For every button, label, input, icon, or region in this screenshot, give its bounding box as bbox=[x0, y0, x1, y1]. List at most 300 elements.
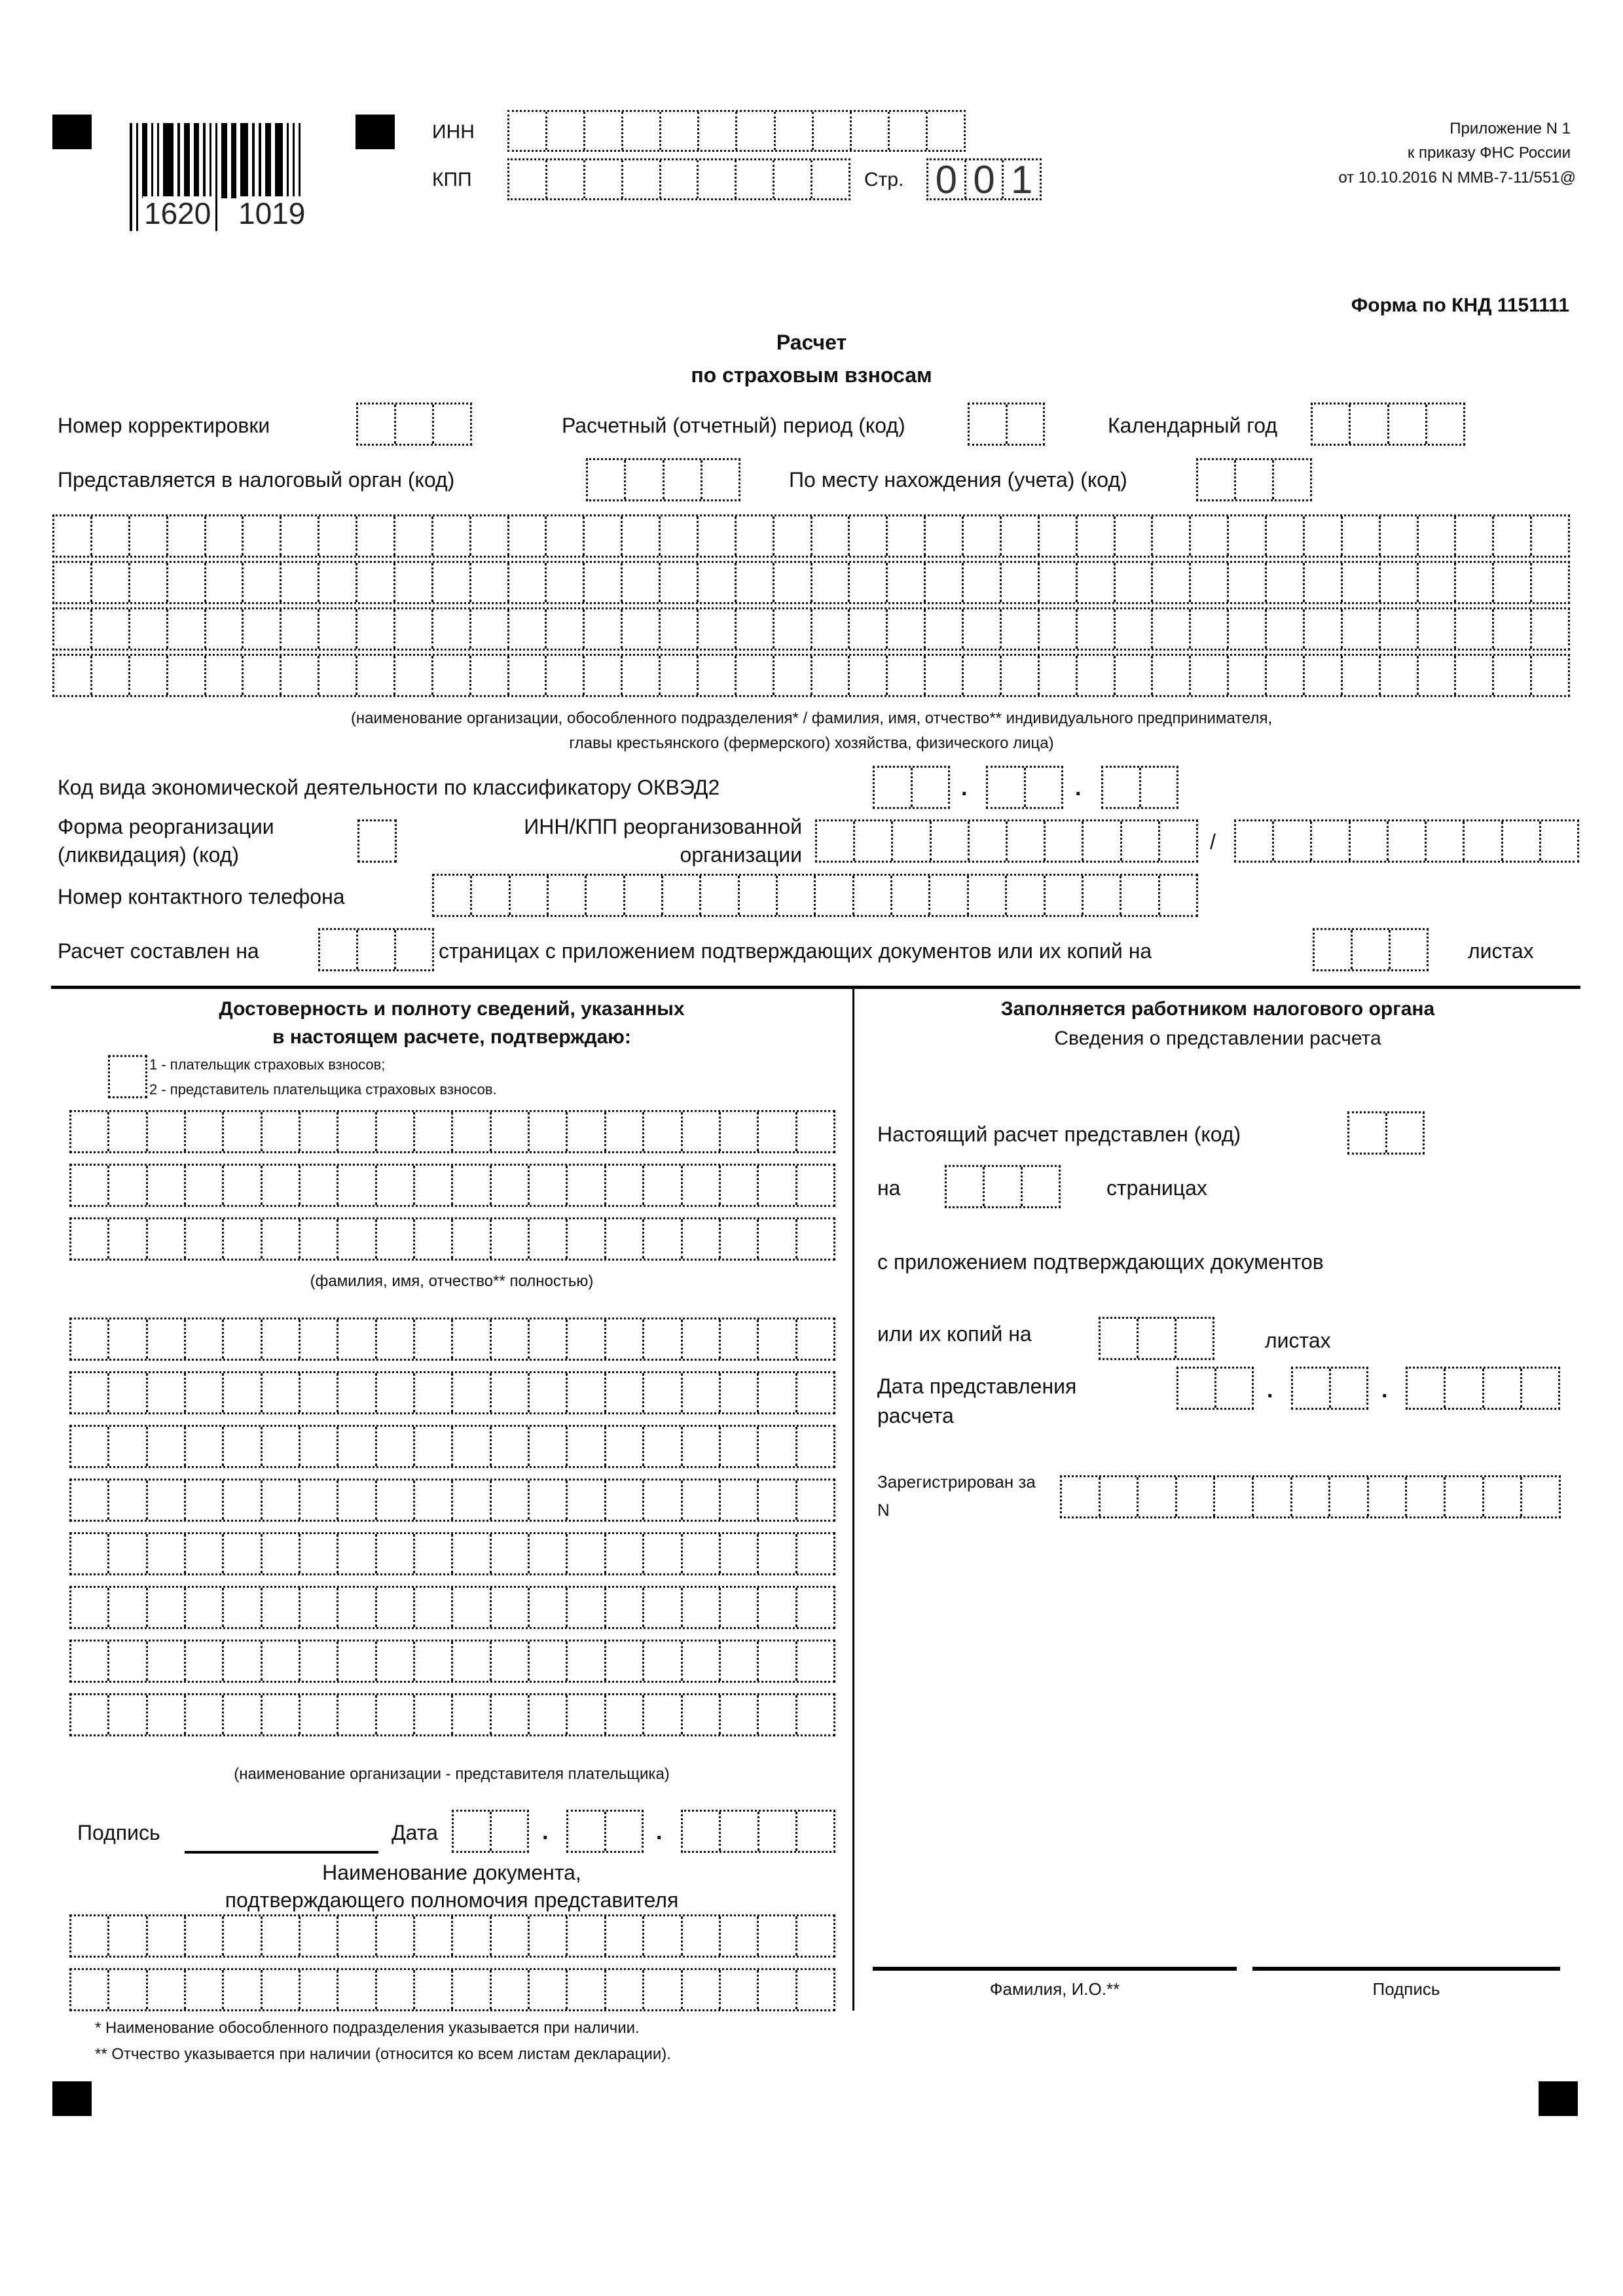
input-cell[interactable] bbox=[644, 1219, 682, 1259]
input-cell[interactable] bbox=[1153, 656, 1191, 695]
input-cell[interactable] bbox=[320, 930, 358, 969]
input-cell[interactable] bbox=[721, 1812, 759, 1851]
input-cell[interactable] bbox=[759, 1219, 797, 1259]
input-cell[interactable] bbox=[224, 1480, 262, 1520]
input-cell[interactable] bbox=[1522, 1477, 1559, 1516]
input-cell[interactable] bbox=[644, 1319, 682, 1359]
input-cell[interactable] bbox=[683, 1588, 721, 1627]
input-cell[interactable] bbox=[1427, 404, 1463, 444]
input-cell[interactable] bbox=[644, 1916, 682, 1956]
input-cell[interactable] bbox=[775, 516, 812, 556]
rep-org-row-6[interactable] bbox=[69, 1586, 835, 1629]
input-cell[interactable] bbox=[1040, 563, 1078, 602]
input-cell[interactable] bbox=[148, 1534, 186, 1573]
input-cell[interactable] bbox=[1456, 609, 1494, 649]
input-cell[interactable] bbox=[1267, 516, 1305, 556]
input-cell[interactable] bbox=[644, 1427, 682, 1466]
input-cell[interactable] bbox=[606, 1641, 644, 1681]
input-cell[interactable] bbox=[1116, 656, 1154, 695]
input-cell[interactable] bbox=[1153, 609, 1191, 649]
input-cell[interactable] bbox=[244, 563, 282, 602]
input-cell[interactable] bbox=[71, 1480, 109, 1520]
input-cell[interactable] bbox=[109, 1916, 147, 1956]
input-cell[interactable] bbox=[1007, 876, 1045, 915]
input-cell[interactable] bbox=[759, 1373, 797, 1412]
input-cell[interactable] bbox=[1351, 404, 1389, 444]
input-cell[interactable] bbox=[1305, 609, 1343, 649]
input-cell[interactable] bbox=[433, 656, 471, 695]
submitted-code-field[interactable] bbox=[1347, 1111, 1425, 1155]
input-cell[interactable] bbox=[683, 1970, 721, 2009]
input-cell[interactable] bbox=[683, 1695, 721, 1734]
input-cell[interactable] bbox=[453, 1373, 491, 1412]
input-cell[interactable] bbox=[148, 1480, 186, 1520]
input-cell[interactable] bbox=[683, 1427, 721, 1466]
input-cell[interactable] bbox=[644, 1112, 682, 1151]
input-cell[interactable] bbox=[1084, 876, 1122, 915]
input-cell[interactable] bbox=[926, 609, 964, 649]
input-cell[interactable] bbox=[568, 1112, 606, 1151]
input-cell[interactable] bbox=[1178, 1369, 1216, 1408]
location-code-field[interactable] bbox=[1196, 458, 1312, 501]
input-cell[interactable] bbox=[71, 1588, 109, 1627]
input-cell[interactable] bbox=[415, 1534, 453, 1573]
input-cell[interactable] bbox=[415, 1641, 453, 1681]
correction-number-field[interactable] bbox=[356, 403, 472, 446]
input-cell[interactable] bbox=[964, 563, 1002, 602]
input-cell[interactable] bbox=[1229, 656, 1267, 695]
input-cell[interactable] bbox=[471, 609, 509, 649]
input-cell[interactable] bbox=[1078, 609, 1116, 649]
input-cell[interactable] bbox=[1040, 516, 1078, 556]
input-cell[interactable] bbox=[623, 563, 661, 602]
input-cell[interactable] bbox=[244, 609, 282, 649]
input-cell[interactable] bbox=[1532, 563, 1568, 602]
sign-date-year[interactable] bbox=[681, 1810, 835, 1853]
input-cell[interactable] bbox=[338, 1970, 376, 2009]
input-cell[interactable] bbox=[623, 160, 661, 198]
input-cell[interactable] bbox=[721, 1641, 759, 1681]
input-cell[interactable] bbox=[377, 1373, 415, 1412]
input-cell[interactable] bbox=[1446, 1369, 1484, 1408]
doc-name-row-1[interactable] bbox=[69, 1914, 835, 1958]
input-cell[interactable] bbox=[855, 821, 893, 861]
input-cell[interactable] bbox=[1456, 563, 1494, 602]
input-cell[interactable] bbox=[453, 1970, 491, 2009]
input-cell[interactable] bbox=[1494, 563, 1532, 602]
input-cell[interactable] bbox=[186, 1427, 224, 1466]
input-cell[interactable] bbox=[433, 516, 471, 556]
input-cell[interactable] bbox=[377, 1319, 415, 1359]
input-cell[interactable] bbox=[1387, 1113, 1423, 1153]
input-cell[interactable] bbox=[492, 1641, 530, 1681]
input-cell[interactable] bbox=[434, 876, 472, 915]
input-cell[interactable] bbox=[644, 1588, 682, 1627]
input-cell[interactable] bbox=[415, 1219, 453, 1259]
input-cell[interactable] bbox=[797, 1970, 833, 2009]
input-cell[interactable] bbox=[263, 1916, 301, 1956]
input-cell[interactable] bbox=[721, 1588, 759, 1627]
input-cell[interactable] bbox=[875, 768, 913, 807]
input-cell[interactable] bbox=[568, 1373, 606, 1412]
signature-line[interactable] bbox=[185, 1851, 378, 1854]
input-cell[interactable] bbox=[109, 1112, 147, 1151]
input-cell[interactable] bbox=[492, 1166, 530, 1205]
input-cell[interactable] bbox=[568, 1695, 606, 1734]
input-cell[interactable] bbox=[606, 1166, 644, 1205]
input-cell[interactable] bbox=[148, 1641, 186, 1681]
okved-part-3[interactable] bbox=[1101, 766, 1178, 809]
input-cell[interactable] bbox=[263, 1373, 301, 1412]
input-cell[interactable] bbox=[1494, 516, 1532, 556]
input-cell[interactable] bbox=[812, 563, 850, 602]
input-cell[interactable] bbox=[338, 1427, 376, 1466]
input-cell[interactable] bbox=[568, 1480, 606, 1520]
input-cell[interactable] bbox=[1330, 1477, 1369, 1516]
input-cell[interactable] bbox=[964, 656, 1002, 695]
input-cell[interactable] bbox=[985, 1167, 1023, 1206]
input-cell[interactable] bbox=[964, 609, 1002, 649]
input-cell[interactable] bbox=[338, 1641, 376, 1681]
input-cell[interactable] bbox=[585, 160, 623, 198]
input-cell[interactable] bbox=[509, 112, 547, 150]
input-cell[interactable] bbox=[759, 1588, 797, 1627]
input-cell[interactable] bbox=[224, 1373, 262, 1412]
input-cell[interactable] bbox=[661, 160, 699, 198]
input-cell[interactable] bbox=[850, 516, 888, 556]
input-cell[interactable] bbox=[415, 1695, 453, 1734]
input-cell[interactable] bbox=[395, 516, 433, 556]
input-cell[interactable] bbox=[812, 160, 848, 198]
input-cell[interactable] bbox=[1494, 609, 1532, 649]
input-cell[interactable] bbox=[263, 1480, 301, 1520]
input-cell[interactable] bbox=[168, 516, 206, 556]
input-cell[interactable] bbox=[1305, 563, 1343, 602]
input-cell[interactable] bbox=[530, 1480, 568, 1520]
input-cell[interactable] bbox=[453, 1916, 491, 1956]
input-cell[interactable] bbox=[109, 1480, 147, 1520]
input-cell[interactable] bbox=[301, 1480, 338, 1520]
input-cell[interactable] bbox=[1446, 1477, 1484, 1516]
input-cell[interactable] bbox=[71, 1916, 109, 1956]
input-cell[interactable] bbox=[301, 1970, 338, 2009]
input-cell[interactable] bbox=[661, 516, 699, 556]
input-cell[interactable] bbox=[721, 1373, 759, 1412]
submitted-pages-field[interactable] bbox=[945, 1165, 1061, 1208]
input-cell[interactable] bbox=[759, 1319, 797, 1359]
signer-fio-row-2[interactable] bbox=[69, 1164, 835, 1207]
input-cell[interactable] bbox=[623, 656, 661, 695]
input-cell[interactable] bbox=[721, 1427, 759, 1466]
input-cell[interactable] bbox=[1381, 563, 1419, 602]
input-cell[interactable] bbox=[683, 1812, 721, 1851]
input-cell[interactable] bbox=[1343, 516, 1381, 556]
input-cell[interactable] bbox=[585, 516, 623, 556]
input-cell[interactable] bbox=[301, 1373, 338, 1412]
input-cell[interactable] bbox=[1141, 768, 1177, 807]
input-cell[interactable] bbox=[509, 516, 547, 556]
input-cell[interactable] bbox=[683, 1916, 721, 1956]
input-cell[interactable] bbox=[1419, 516, 1457, 556]
input-cell[interactable] bbox=[71, 1166, 109, 1205]
input-cell[interactable] bbox=[492, 1112, 530, 1151]
input-cell[interactable] bbox=[1078, 656, 1116, 695]
input-cell[interactable] bbox=[109, 1588, 147, 1627]
input-cell[interactable] bbox=[644, 1373, 682, 1412]
input-cell[interactable] bbox=[890, 112, 928, 150]
input-cell[interactable] bbox=[357, 656, 395, 695]
input-cell[interactable] bbox=[1381, 516, 1419, 556]
input-cell[interactable] bbox=[530, 1916, 568, 1956]
input-cell[interactable] bbox=[568, 1219, 606, 1259]
input-cell[interactable] bbox=[301, 1112, 338, 1151]
kpp-field[interactable] bbox=[507, 158, 850, 200]
input-cell[interactable] bbox=[1229, 609, 1267, 649]
input-cell[interactable] bbox=[415, 1319, 453, 1359]
input-cell[interactable] bbox=[263, 1166, 301, 1205]
input-cell[interactable] bbox=[1078, 563, 1116, 602]
input-cell[interactable] bbox=[947, 1167, 985, 1206]
input-cell[interactable] bbox=[1116, 609, 1154, 649]
input-cell[interactable] bbox=[1343, 609, 1381, 649]
input-cell[interactable] bbox=[1419, 609, 1457, 649]
input-cell[interactable] bbox=[186, 1480, 224, 1520]
input-cell[interactable] bbox=[224, 1166, 262, 1205]
input-cell[interactable] bbox=[263, 1319, 301, 1359]
input-cell[interactable] bbox=[319, 609, 357, 649]
input-cell[interactable] bbox=[721, 1916, 759, 1956]
input-cell[interactable] bbox=[109, 1427, 147, 1466]
input-cell[interactable] bbox=[338, 1695, 376, 1734]
input-cell[interactable] bbox=[509, 656, 547, 695]
input-cell[interactable] bbox=[471, 656, 509, 695]
input-cell[interactable] bbox=[492, 1970, 530, 2009]
input-cell[interactable] bbox=[206, 656, 244, 695]
input-cell[interactable] bbox=[530, 1319, 568, 1359]
input-cell[interactable] bbox=[928, 112, 964, 150]
input-cell[interactable] bbox=[263, 1970, 301, 2009]
input-cell[interactable] bbox=[816, 876, 854, 915]
input-cell[interactable] bbox=[1522, 1369, 1558, 1408]
input-cell[interactable] bbox=[1484, 1369, 1522, 1408]
sign-date-day[interactable] bbox=[452, 1810, 529, 1853]
input-cell[interactable] bbox=[92, 656, 130, 695]
input-cell[interactable] bbox=[338, 1373, 376, 1412]
input-cell[interactable] bbox=[224, 1319, 262, 1359]
input-cell[interactable] bbox=[415, 1166, 453, 1205]
input-cell[interactable] bbox=[797, 1812, 833, 1851]
input-cell[interactable] bbox=[930, 876, 968, 915]
input-cell[interactable] bbox=[888, 563, 926, 602]
input-cell[interactable] bbox=[1002, 516, 1040, 556]
input-cell[interactable] bbox=[797, 1916, 833, 1956]
input-cell[interactable] bbox=[71, 1534, 109, 1573]
input-cell[interactable] bbox=[492, 1812, 528, 1851]
input-cell[interactable] bbox=[1122, 876, 1159, 915]
input-cell[interactable] bbox=[282, 563, 319, 602]
input-cell[interactable] bbox=[338, 1588, 376, 1627]
input-cell[interactable] bbox=[661, 656, 699, 695]
input-cell[interactable] bbox=[699, 609, 737, 649]
input-cell[interactable] bbox=[585, 112, 623, 150]
org-name-row-2[interactable] bbox=[52, 561, 1570, 604]
input-cell[interactable] bbox=[775, 656, 812, 695]
input-cell[interactable] bbox=[970, 404, 1008, 444]
input-cell[interactable] bbox=[549, 876, 587, 915]
period-code-field[interactable] bbox=[968, 403, 1045, 446]
input-cell[interactable] bbox=[471, 563, 509, 602]
input-cell[interactable] bbox=[964, 516, 1002, 556]
input-cell[interactable] bbox=[530, 1427, 568, 1466]
input-cell[interactable] bbox=[606, 1534, 644, 1573]
input-cell[interactable] bbox=[224, 1588, 262, 1627]
input-cell[interactable] bbox=[338, 1112, 376, 1151]
org-name-row-1[interactable] bbox=[52, 514, 1570, 558]
input-cell[interactable] bbox=[263, 1695, 301, 1734]
input-cell[interactable] bbox=[1215, 1477, 1254, 1516]
input-cell[interactable] bbox=[1353, 930, 1391, 969]
input-cell[interactable] bbox=[1191, 563, 1229, 602]
input-cell[interactable] bbox=[301, 1695, 338, 1734]
inn-field[interactable] bbox=[507, 110, 966, 152]
input-cell[interactable] bbox=[644, 1480, 682, 1520]
input-cell[interactable] bbox=[606, 1373, 644, 1412]
input-cell[interactable] bbox=[1389, 821, 1427, 861]
signer-fio-row-1[interactable] bbox=[69, 1110, 835, 1153]
input-cell[interactable] bbox=[926, 563, 964, 602]
input-cell[interactable] bbox=[1177, 1477, 1216, 1516]
input-cell[interactable] bbox=[759, 1534, 797, 1573]
submission-date-year[interactable] bbox=[1406, 1367, 1560, 1410]
input-cell[interactable] bbox=[759, 1112, 797, 1151]
input-cell[interactable] bbox=[301, 1641, 338, 1681]
input-cell[interactable] bbox=[377, 1970, 415, 2009]
input-cell[interactable] bbox=[301, 1166, 338, 1205]
input-cell[interactable] bbox=[530, 1112, 568, 1151]
input-cell[interactable] bbox=[1008, 821, 1046, 861]
input-cell[interactable] bbox=[644, 1641, 682, 1681]
input-cell[interactable] bbox=[377, 1534, 415, 1573]
input-cell[interactable] bbox=[71, 1641, 109, 1681]
input-cell[interactable] bbox=[109, 1166, 147, 1205]
input-cell[interactable] bbox=[396, 930, 432, 969]
input-cell[interactable] bbox=[737, 656, 775, 695]
input-cell[interactable] bbox=[721, 1219, 759, 1259]
input-cell[interactable] bbox=[759, 1916, 797, 1956]
input-cell[interactable] bbox=[740, 876, 778, 915]
input-cell[interactable] bbox=[568, 1812, 606, 1851]
input-cell[interactable] bbox=[338, 1534, 376, 1573]
input-cell[interactable] bbox=[970, 821, 1008, 861]
input-cell[interactable] bbox=[472, 876, 510, 915]
input-cell[interactable]: 0 bbox=[966, 160, 1004, 198]
input-cell[interactable] bbox=[812, 609, 850, 649]
input-cell[interactable] bbox=[454, 1812, 492, 1851]
input-cell[interactable] bbox=[453, 1480, 491, 1520]
input-cell[interactable] bbox=[644, 1970, 682, 2009]
input-cell[interactable] bbox=[1456, 656, 1494, 695]
input-cell[interactable] bbox=[54, 563, 92, 602]
input-cell[interactable] bbox=[606, 1480, 644, 1520]
input-cell[interactable] bbox=[357, 563, 395, 602]
input-cell[interactable] bbox=[1484, 1477, 1523, 1516]
input-cell[interactable] bbox=[812, 656, 850, 695]
input-cell[interactable] bbox=[663, 876, 701, 915]
input-cell[interactable] bbox=[71, 1695, 109, 1734]
input-cell[interactable] bbox=[778, 876, 816, 915]
input-cell[interactable] bbox=[1503, 821, 1541, 861]
input-cell[interactable] bbox=[415, 1427, 453, 1466]
input-cell[interactable] bbox=[683, 1319, 721, 1359]
input-cell[interactable] bbox=[1267, 563, 1305, 602]
input-cell[interactable] bbox=[1313, 404, 1351, 444]
input-cell[interactable] bbox=[530, 1970, 568, 2009]
input-cell[interactable] bbox=[301, 1534, 338, 1573]
input-cell[interactable] bbox=[509, 563, 547, 602]
input-cell[interactable] bbox=[453, 1219, 491, 1259]
input-cell[interactable] bbox=[377, 1480, 415, 1520]
input-cell[interactable] bbox=[244, 516, 282, 556]
input-cell[interactable] bbox=[148, 1970, 186, 2009]
input-cell[interactable] bbox=[492, 1219, 530, 1259]
input-cell[interactable] bbox=[1023, 1167, 1059, 1206]
input-cell[interactable] bbox=[109, 1534, 147, 1573]
rep-org-row-4[interactable] bbox=[69, 1479, 835, 1522]
input-cell[interactable] bbox=[415, 1916, 453, 1956]
input-cell[interactable] bbox=[568, 1427, 606, 1466]
input-cell[interactable] bbox=[547, 656, 585, 695]
input-cell[interactable] bbox=[683, 1219, 721, 1259]
input-cell[interactable] bbox=[224, 1695, 262, 1734]
input-cell[interactable] bbox=[530, 1373, 568, 1412]
input-cell[interactable] bbox=[1078, 516, 1116, 556]
input-cell[interactable] bbox=[1541, 821, 1577, 861]
input-cell[interactable] bbox=[852, 112, 890, 150]
input-cell[interactable] bbox=[453, 1534, 491, 1573]
input-cell[interactable] bbox=[1040, 609, 1078, 649]
input-cell[interactable] bbox=[737, 112, 775, 150]
input-cell[interactable] bbox=[377, 1695, 415, 1734]
input-cell[interactable] bbox=[547, 160, 585, 198]
input-cell[interactable] bbox=[812, 516, 850, 556]
input-cell[interactable] bbox=[850, 563, 888, 602]
input-cell[interactable] bbox=[511, 876, 549, 915]
input-cell[interactable] bbox=[301, 1588, 338, 1627]
okved-part-1[interactable] bbox=[873, 766, 950, 809]
input-cell[interactable] bbox=[1267, 656, 1305, 695]
input-cell[interactable] bbox=[926, 516, 964, 556]
input-cell[interactable] bbox=[110, 1057, 145, 1096]
input-cell[interactable] bbox=[626, 460, 664, 499]
input-cell[interactable] bbox=[1046, 821, 1084, 861]
input-cell[interactable] bbox=[797, 1219, 833, 1259]
input-cell[interactable] bbox=[547, 563, 585, 602]
input-cell[interactable] bbox=[661, 609, 699, 649]
input-cell[interactable] bbox=[1062, 1477, 1101, 1516]
input-cell[interactable] bbox=[357, 609, 395, 649]
input-cell[interactable] bbox=[109, 1695, 147, 1734]
input-cell[interactable] bbox=[492, 1427, 530, 1466]
input-cell[interactable] bbox=[453, 1319, 491, 1359]
submission-date-day[interactable] bbox=[1176, 1367, 1254, 1410]
input-cell[interactable] bbox=[1084, 821, 1122, 861]
input-cell[interactable] bbox=[1407, 1477, 1446, 1516]
signer-fio-row-3[interactable] bbox=[69, 1217, 835, 1261]
input-cell[interactable] bbox=[737, 563, 775, 602]
input-cell[interactable] bbox=[1229, 516, 1267, 556]
input-cell[interactable] bbox=[377, 1916, 415, 1956]
input-cell[interactable] bbox=[932, 821, 970, 861]
